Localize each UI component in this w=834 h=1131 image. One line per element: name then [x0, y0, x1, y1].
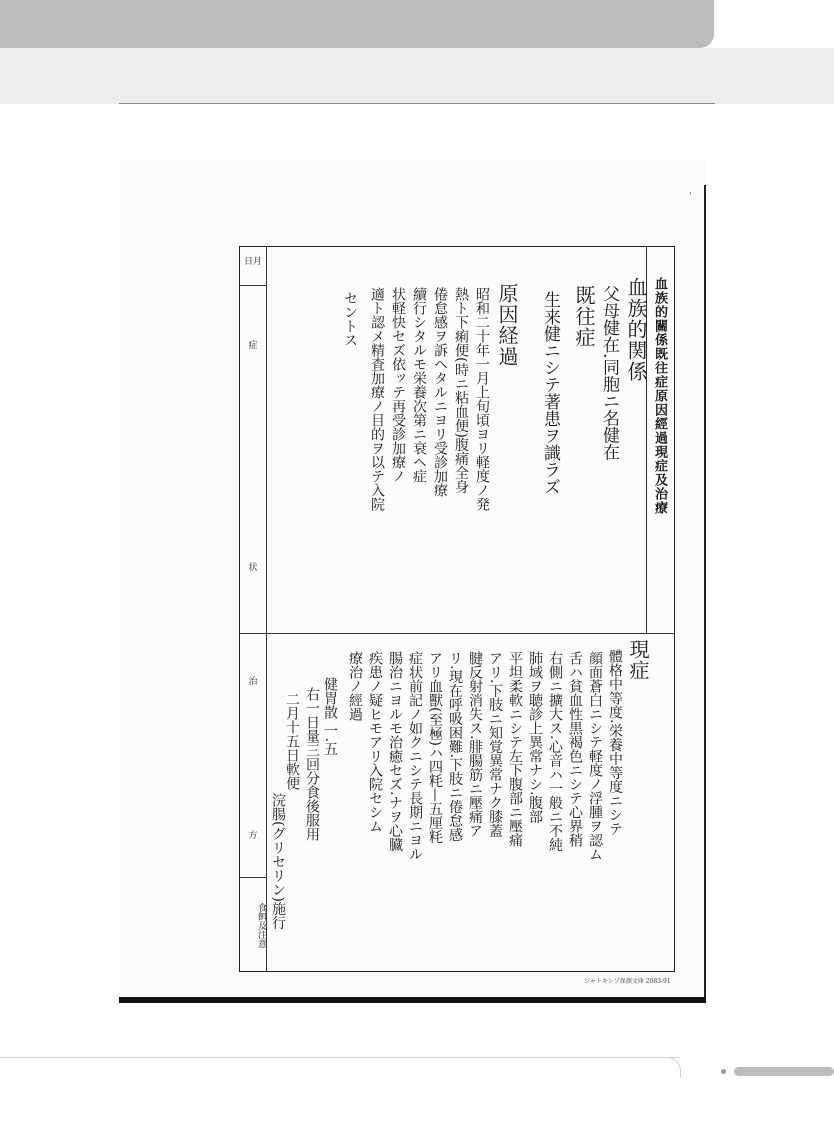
present-line: リ.現在呼吸困難.下肢ニ倦怠感: [447, 651, 463, 842]
footer-divider-curve: [660, 1057, 681, 1078]
scan-edge-right: [704, 185, 706, 998]
present-line: 現症: [626, 639, 650, 681]
label-divider: [240, 285, 266, 286]
label-divider: [240, 877, 266, 878]
footer-divider: [0, 1057, 680, 1058]
history-line: 適ト認メ精査加療ノ目的ヲ以テ入院: [369, 287, 385, 511]
present-line: 疾患ノ疑ヒモアリ入院セシム: [367, 651, 383, 833]
medical-record-form: [239, 246, 675, 972]
label-diet: 食餌及注意: [256, 902, 266, 948]
present-line: 平坦柔軟ニシテ左下腹部ニ壓痛: [507, 651, 523, 847]
present-line: 療治ノ經過: [347, 651, 363, 721]
history-line: 原因経過: [495, 283, 519, 367]
label-date: 日月: [243, 257, 262, 267]
history-line: 熱ト下痢便(時ニ粘血便)腹痛全身: [453, 287, 469, 494]
header-divider: [119, 103, 715, 104]
present-line: 舌ハ貧血性黒褐色ニシテ心界稍: [567, 651, 583, 847]
history-line: 續行シタルモ栄養次第ニ衰ヘ症: [411, 287, 427, 483]
rx-line: 浣腸(グリセリン)施行: [270, 793, 286, 930]
rx-line: 健胃散 一.五: [322, 677, 338, 756]
page-indicator-bar: [734, 1067, 834, 1076]
header-bar: [0, 0, 714, 48]
history-line: 血族的関係: [624, 277, 648, 382]
history-line: 父母健在.同胞ニ名健在: [599, 285, 619, 461]
present-line: 體格中等度.栄養中等度ニシテ: [607, 649, 623, 836]
present-line: アリ.下肢ニ知覚異常ナク膝蓋: [487, 651, 503, 838]
present-line: アリ血獸(至極)ハ四粍—五厘粍: [427, 651, 443, 844]
header-band: [0, 48, 834, 104]
rx-line: 右一日量三回分食後服用: [304, 687, 320, 841]
present-line: 肺域ヲ聴診上異常ナシ.腹部: [527, 651, 543, 824]
history-line: 状軽快セズ依ッテ再受診加療ノ: [390, 287, 406, 483]
label-prescription: 方: [248, 831, 258, 841]
label-column: [240, 247, 267, 971]
history-line: 既往症: [572, 285, 596, 348]
scan-edge-bottom: [119, 997, 706, 1003]
label-symptom: 症: [248, 341, 258, 351]
present-line: 腱反射消失ス.腓腸筋ニ壓痛ア: [467, 651, 483, 838]
section-divider: [240, 633, 674, 634]
corner-mark: ': [689, 192, 692, 202]
present-line: 症状前記ノ如クニシテ長期ニヨル: [407, 651, 423, 861]
archive-stamp: ジャトキシゾ保顔文庫 2083-91: [584, 978, 671, 985]
present-line: 右側ニ擴大ス.心音ハ一般ニ不純: [547, 651, 563, 852]
history-line: セントス: [342, 291, 358, 347]
history-line: 生来健ニシテ著患ヲ識ラズ: [540, 291, 560, 495]
rx-line: 二月十五日軟便: [284, 692, 300, 790]
label-treatment: 治: [248, 677, 258, 687]
history-line: 倦怠感ヲ訴ヘタルニヨリ受診加療: [432, 287, 448, 497]
present-line: 顔面蒼白ニシテ軽度ノ浮腫ヲ認ム: [587, 651, 603, 861]
form-title: 血族的關係既往症原因經過現症及治療: [652, 277, 667, 515]
page-indicator-dot: [721, 1069, 726, 1074]
present-line: 腸治ニヨルモ治癒セズ.ナヲ心臓: [387, 651, 403, 852]
label-state: 状: [248, 563, 258, 573]
history-line: 昭和二十年一月上旬頃ヨリ軽度ノ発: [474, 287, 490, 511]
